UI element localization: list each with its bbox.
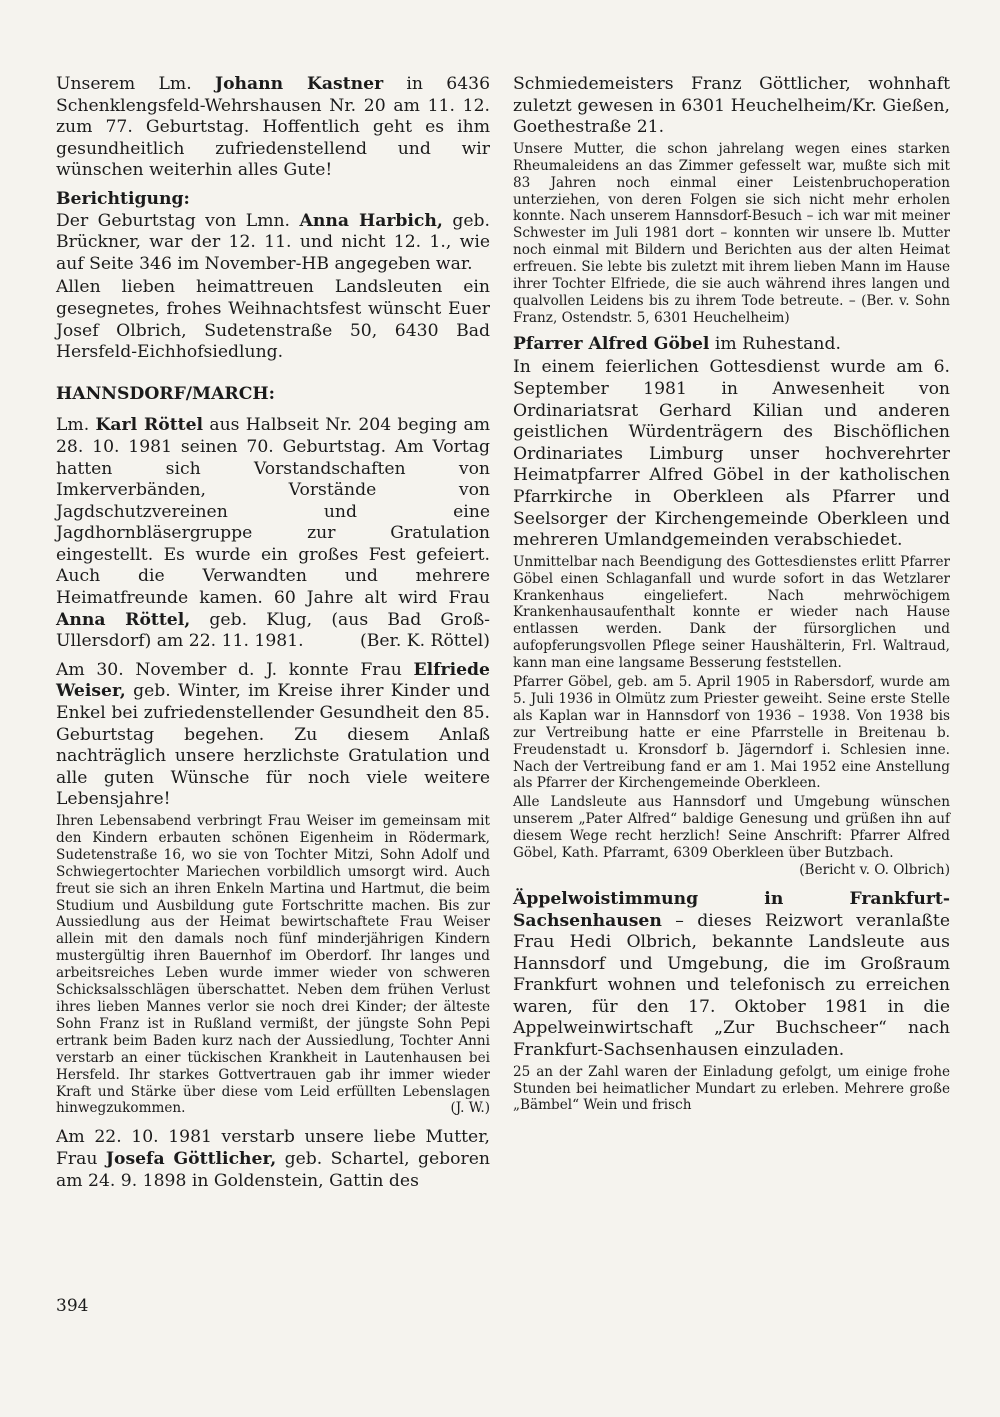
- text: im Ruhestand.: [709, 333, 841, 354]
- person-name: Josefa Göttlicher,: [105, 1148, 277, 1169]
- weiser-detail-paragraph: [56, 813, 490, 1117]
- person-name: Elfriede Weiser,: [56, 659, 490, 702]
- text: Der Geburtstag von Lmn.: [56, 210, 300, 231]
- kastner-paragraph: [56, 74, 490, 182]
- text: geb. Schartel, geboren am 24. 9. 1898 in Goldenstein, Gattin des: [56, 1148, 490, 1191]
- person-name: Johann Kastner: [214, 74, 384, 94]
- goebel-heading-paragraph: [513, 334, 950, 356]
- berichtigung-paragraph: [56, 211, 490, 276]
- right-column: [513, 74, 950, 1116]
- person-name: Karl Röttel: [95, 415, 204, 436]
- aeppelwoi-paragraph: [513, 889, 950, 1062]
- text: Unserem Lm.: [56, 74, 215, 94]
- text: geb. Brückner, war der 12. 11. und nicht 12. 1., wie auf Seite 346 im November-HB angegeben war.: [56, 210, 491, 274]
- text: in 6436 Schenklengsfeld-Wehrshausen Nr. 20 am 11. 12. zum 77. Geburtstag. Hoffentlich geht es ihm gesundheitlich zufriedenstellend und wir wünschen weiterhin alles Gute!: [56, 74, 491, 181]
- person-name: Anna Röttel,: [56, 609, 191, 630]
- invitation-paragraph: 25 an der Zahl waren der Einladung gefolgt, um einige frohe Stunden bei heimatlicher Mundart zu erleben. Mehrere große „Bämbel“ Wein und frisch: [513, 1063, 950, 1114]
- left-column: [56, 74, 490, 1194]
- person-name: Pfarrer Alfred Göbel: [513, 333, 710, 354]
- text: geb. Klug, (aus Bad Groß-Ullersdorf) am 22. 11. 1981.: [56, 609, 490, 652]
- greeting-paragraph: Allen lieben heimattreuen Landsleuten ein gesegnetes, frohes Weihnachtsfest wünscht Euer Josef Olbrich, Sudetenstraße 50, 6430 Bad Hersfeld-Eichhofsiedlung.: [56, 277, 490, 363]
- goebel-paragraph: In einem feierlichen Gottesdienst wurde am 6. September 1981 in Anwesenheit von Ordinariatsrat Gerhard Kilian und anderen geistlichen Würdenträgern des Bischöflichen Ordinariates Limburg unser hochverehrter Heimatpfarrer Alfred Göbel in der katholischen Pfarrkirche in Oberkleen als Pfarrer und Seelsorger der Kirchengemeinde Oberkleen und mehreren Umlandgemeinden verabschiedet.: [513, 357, 950, 551]
- text: Ihren Lebensabend verbringt Frau Weiser im gemeinsam mit den Kindern erbauten schönen Eigenheim in Rödermark, Sudetenstraße 16, wo sie von Tochter Mitzi, Sohn Adolf und Schwiegertochter Mariechen vorbildlich umsorgt wird. Auch freut sie sich an ihren Enkeln Martina und Hartmut, die beim Studium und Ausbildung gute Fortschritte machen. Bis zur Aussiedlung aus der Heimat bewirtschaftete Frau Weiser allein mit den damals noch fünf minderjährigen Kindern mustergültig ihren Bauernhof im Oberdorf. Ihr langes und arbeitsreiches Leben wurde immer wieder von schweren Schicksalsschlägen überschattet. Neben dem frühen Verlust ihres lieben Mannes verlor sie noch drei Kinder; der älteste Sohn Franz ist in Rußland vermißt, der jüngste Sohn Pepi ertrank beim Baden kurz nach der Aussiedlung, Tochter Anni verstarb an einer tückischen Krankheit in Lautenhausen bei Hersfeld. Ihr starkes Gottvertrauen gab ihr immer wieder Kraft und Stärke über diese vom Leid erfüllten Lebenslagen hinwegzukommen.: [56, 813, 490, 1117]
- goettlicher-paragraph: [56, 1127, 490, 1192]
- article-title: Äppelwoistimmung in Frankfurt-Sachsenhausen: [513, 888, 950, 931]
- berichtigung-heading: Berichtigung:: [56, 188, 190, 209]
- goettlicher-continued-paragraph: Schmiedemeisters Franz Göttlicher, wohnhaft zuletzt gewesen in 6301 Heuchelheim/Kr. Gießen, Goethestraße 21.: [513, 74, 950, 138]
- mutter-paragraph: Unsere Mutter, die schon jahrelang wegen eines starken Rheumaleidens an das Zimmer gefesselt war, mußte sich mit 83 Jahren noch einmal einer Leistenbruchoperation unterziehen, von deren Folgen sie sich nicht mehr erholen konnte. Nach unserem Hannsdorf-Besuch – ich war mit meiner Schwester im Juli 1981 dort – konnten wir unsere lb. Mutter noch einmal mit Bildern und Berichten aus der alten Heimat erfreuen. Sie lebte bis zuletzt mit ihrem lieben Mann im Hause ihrer Tochter Elfriede, die sie auch während ihres langen und qualvollen Leidens bis zu ihrem Tode betreute. – (Ber. v. Sohn Franz, Ostendstr. 5, 6301 Heuchelheim): [513, 140, 950, 326]
- text: Am 22. 10. 1981 verstarb unsere liebe Mutter, Frau: [56, 1127, 490, 1169]
- weiser-paragraph: [56, 660, 490, 811]
- goebel-illness-paragraph: Unmittelbar nach Beendigung des Gottesdienstes erlitt Pfarrer Göbel einen Schlaganfall und wurde sofort in das Wetzlarer Krankenhaus eingeliefert. Nach mehrwöchigem Krankenhausaufenthalt konnte er wieder nach Hause entlassen werden. Dank der fürsorglichen und aufopferungsvollen Pflege seiner Haushälterin, Frl. Waltraud, kann man eine langsame Besserung feststellen.: [513, 553, 950, 672]
- person-name: Anna Harbich,: [299, 210, 443, 231]
- report-signature: (J. W.): [450, 1100, 490, 1117]
- roettel-paragraph: [56, 415, 490, 653]
- text: Alle Landsleute aus Hannsdorf und Umgebung wünschen unserem „Pater Alfred“ baldige Genesung und grüßen ihn auf diesem Wege recht herzlich! Seine Anschrift: Pfarrer Alfred Göbel, Kath. Pfarramt, 6309 Oberkleen über Butzbach.: [513, 794, 950, 862]
- text: geb. Winter, im Kreise ihrer Kinder und Enkel bei zufriedenstellender Gesundheit den 85. Geburtstag begehen. Zu diesem Anlaß nachträglich unsere herzlichste Gratulation und alle guten Wünsche für noch viele weitere Lebensjahre!: [56, 681, 490, 810]
- report-signature: (Bericht v. O. Olbrich): [799, 862, 950, 878]
- text: Am 30. November d. J. konnte Frau: [56, 659, 414, 680]
- text: aus Halbseit Nr. 204 beging am 28. 10. 1981 seinen 70. Geburtstag. Am Vortag hatten sich Vorstandschaften von Imkerverbänden, Vorstände von Jagdschutzvereinen und eine Jagdhornbläsergruppe zur Gratulation eingestellt. Es wurde ein großes Fest gefeiert. Auch die Verwandten und mehrere Heimatfreunde kamen. 60 Jahre alt wird Frau: [56, 415, 490, 609]
- text: – dieses Reizwort veranlaßte Frau Hedi Olbrich, bekannte Landsleute aus Hannsdorf und Umgebung, die im Großraum Frankfurt wohnen und telefonisch zu erreichen waren, für den 17. Oktober 1981 in die Appelweinwirtschaft „Zur Buchscheer“ nach Frankfurt-Sachsenhausen einzuladen.: [513, 910, 950, 1061]
- page-number: 394: [56, 1296, 89, 1316]
- report-signature: (Ber. K. Röttel): [359, 631, 490, 652]
- goebel-biography-paragraph: Pfarrer Göbel, geb. am 5. April 1905 in Rabersdorf, wurde am 5. Juli 1936 in Olmütz zum Priester geweiht. Seine erste Stelle als Kaplan war in Hannsdorf von 1936 – 1938. Von 1938 bis zur Vertreibung hatte er eine Pfarrstelle in Breitenau b. Freudenstadt u. Kronsdorf b. Jägerndorf i. Schlesien inne. Nach der Vertreibung fand er am 1. Mai 1952 eine Anstellung als Pfarrer der Kirchengemeinde Oberkleen.: [513, 674, 950, 792]
- goebel-wishes-paragraph: [513, 794, 950, 879]
- text: Lm.: [56, 415, 96, 436]
- section-heading-hannsdorf: HANNSDORF/MARCH:: [56, 383, 275, 404]
